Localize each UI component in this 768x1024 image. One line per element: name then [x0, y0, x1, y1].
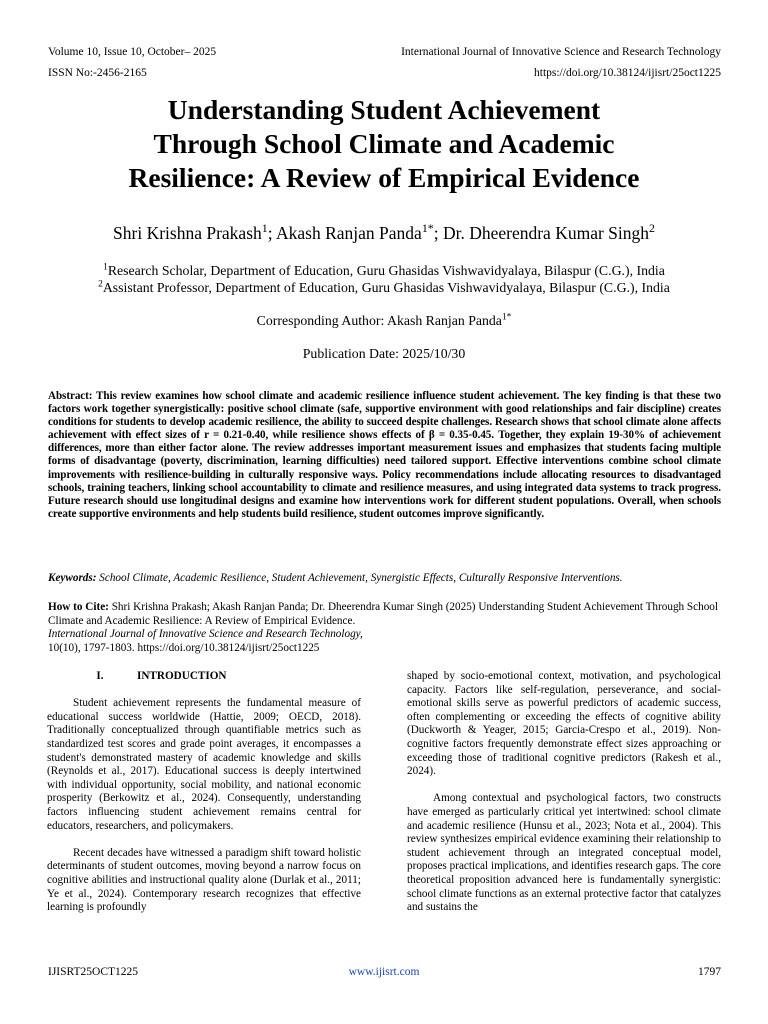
publication-date: Publication Date: 2025/10/30 — [302, 346, 466, 361]
right-column — [407, 670, 721, 915]
abstract — [48, 390, 721, 521]
citation-main — [48, 601, 721, 628]
volume-issue: Volume 10, Issue 10, October– 2025 — [48, 46, 217, 58]
body-paragraph: Among contextual and psychological factors, two constructs have emerged as particularly critical yet intertwined: school climate and academic resilience (Hunsu et al., 2023; Nota et al., 2004). This review synthesizes empirical evidence examining their relationship to student achievement through an integrated conceptual model, proposes practical implications, and identifies research gaps. The core theoretical proposition advanced here is fundamentally synergistic: school climate functions as an external protective factor that catalyzes and sustains the — [407, 792, 721, 914]
section-number: I. — [96, 670, 104, 682]
title-line: Understanding Student Achievement — [167, 94, 601, 125]
header-doi-link[interactable]: https://doi.org/10.38124/ijisrt/25oct1225 — [534, 67, 721, 79]
author-name: Shri Krishna Prakash — [113, 223, 262, 243]
journal-name: International Journal of Innovative Science and Research Technology — [401, 46, 721, 58]
affiliation-mark: 2 — [98, 279, 103, 290]
author-list — [20, 222, 748, 244]
affiliation — [20, 262, 748, 279]
author-name: Dr. Dheerendra Kumar Singh — [442, 223, 650, 243]
corresponding-author — [20, 312, 748, 329]
title-line: Through School Climate and Academic — [153, 128, 615, 159]
affiliation-text: Research Scholar, Department of Education, Guru Ghasidas Vishwavidyalaya, Bilaspur (C.G.), India — [107, 263, 665, 278]
keywords-label: Keywords: — [48, 572, 97, 584]
footer-paper-code: IJISRT25OCT1225 — [48, 966, 139, 978]
affiliation-mark: 1 — [103, 262, 108, 273]
corresponding-author-mark: 1* — [501, 312, 512, 323]
section-heading — [47, 670, 361, 684]
author-name: Akash Ranjan Panda — [276, 223, 422, 243]
body-paragraph: Student achievement represents the fundamental measure of educational success worldwide (Hattie, 2009; OECD, 2018). Traditionally conceptualized through quantifiable metrics such as standardized test scores and grade point averages, it encompasses a student's demonstrated mastery of academic knowledge and skills (Reynolds et al., 2017). Educational success is deeply intertwined with individual opportunity, social mobility, and national economic prosperity (Berkowitz et al., 2024). Consequently, understanding factors influencing student achievement remains central for educators, researchers, and policymakers. — [47, 697, 361, 832]
abstract-text: This review examines how school climate and academic resilience influence student achievement. The key finding is that these two factors work together synergistically: positive school climate (safe, supportive environment with good relationships and fair discipline) creates conditions for students to develop academic resilience, the ability to succeed despite challenges. Research shows that school climate alone affects achievement with effect sizes of r = 0.21-0.40, while resilience shows effects of β = 0.35-0.45. Together, they explain 19-30% of achievement differences, more than either factor alone. The review addresses important measurement issues and emphasizes that students facing multiple forms of disadvantage (poverty, discrimination, learning difficulties) need tailored support. Effective interventions combine school climate improvements with resilience-building in culturally responsive ways. Policy recommendations include allocating resources to disadvantaged schools, training teachers, linking school accountability to climate and resilience measures, and using integrated data systems to track progress. Future research should use longitudinal designs and examine how interventions work for different student populations. Overall, when schools create supportive environments and help students build resilience, student outcomes improve significantly. — [48, 390, 721, 520]
citation-block — [48, 601, 721, 655]
section-title: INTRODUCTION — [137, 670, 227, 682]
affiliation-text: Assistant Professor, Department of Education, Guru Ghasidas Vishwavidyalaya, Bilaspur (C.G.), India — [102, 280, 670, 295]
citation-journal: International Journal of Innovative Science and Research Technology, — [48, 628, 363, 641]
page-number: 1797 — [698, 966, 721, 978]
author-affiliation-mark: 2 — [649, 221, 655, 236]
left-column — [47, 670, 361, 915]
body-paragraph: shaped by socio-emotional context, motivation, and psychological capacity. Factors like self-regulation, perseverance, and social-emotional skills serve as powerful predictors of academic success, often complementing or exceeding the effects of cognitive ability (Duckworth & Yeager, 2015; Garcia-Crespo et al., 2019). Non-cognitive factors frequently demonstrate effect sizes approaching or exceeding those of traditional cognitive predictors (Rakesh et al., 2024). — [407, 670, 721, 778]
body-paragraph: Recent decades have witnessed a paradigm shift toward holistic determinants of student outcomes, moving beyond a narrow focus on cognitive abilities and instructional quality alone (Durlak et al., 2011; Ye et al., 2024). Contemporary research recognizes that effective learning is profoundly — [47, 846, 361, 914]
citation-label: How to Cite: — [48, 601, 109, 613]
author-affiliation-mark: 1* — [421, 221, 434, 236]
paper-title — [40, 93, 728, 195]
keywords-text: School Climate, Academic Resilience, Student Achievement, Synergistic Effects, Culturally Responsive Interventions. — [96, 572, 623, 584]
footer-website-link — [0, 965, 768, 979]
title-line: Resilience: A Review of Empirical Evidence — [128, 162, 640, 193]
author-separator: ; — [267, 223, 276, 243]
corresponding-author-text: Corresponding Author: Akash Ranjan Panda — [256, 313, 502, 328]
keywords — [48, 572, 721, 586]
citation-details: 10(10), 1797-1803. https://doi.org/10.38124/ijisrt/25oct1225 — [48, 641, 320, 654]
issn: ISSN No:-2456-2165 — [48, 67, 147, 79]
author-separator: ; — [433, 223, 443, 243]
website-link[interactable]: www.ijisrt.com — [348, 966, 420, 978]
citation-text: Shri Krishna Prakash; Akash Ranjan Panda; Dr. Dheerendra Kumar Singh (2025) Understanding Student Achievement Through School Climate and Academic Resilience: A Review of Empirical Evidence. — [48, 601, 718, 627]
abstract-label: Abstract: — [48, 390, 93, 402]
affiliation — [20, 279, 748, 296]
author-affiliation-mark: 1 — [261, 221, 268, 236]
